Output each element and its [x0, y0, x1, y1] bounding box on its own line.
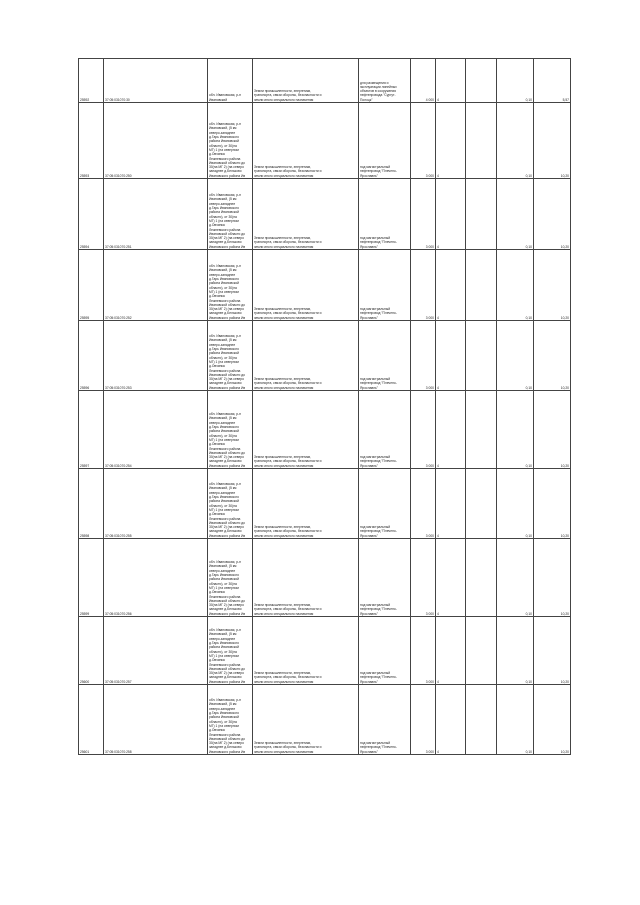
- cell-x: [466, 617, 497, 685]
- cell-x: [466, 539, 497, 617]
- cell-unit: 4: [436, 321, 466, 391]
- cell-x: [466, 59, 497, 103]
- cell-purpose: под магистральный нефтепровод "Плечено- Ярославль": [359, 321, 411, 391]
- cell-value: 10,20: [534, 469, 571, 539]
- table-row: [79, 103, 571, 179]
- cell-purpose: под магистральный нефтепровод "Плечено- Ярославль": [359, 539, 411, 617]
- cell-value: 10,20: [534, 179, 571, 250]
- cell-area: 3 000: [411, 539, 436, 617]
- cell-cadastral: 37:05:031070:251: [104, 179, 208, 250]
- table-row: [79, 539, 571, 617]
- cell-address: обл. Ивановская, р-н Ивановский, (5 км северо-западнее д.Гарь Ивановского района Ивановской области), от 30(на МГ) 1 (на северном д.Овчинка Лежневского района Ивановской области до 30(на МГ 2) (на северо западнее д.Бельково Ивановского района Ив: [208, 103, 253, 179]
- table-row: [79, 250, 571, 321]
- cell-purpose: под магистральный нефтепровод "Плечено- Ярославль": [359, 103, 411, 179]
- cell-cadastral: 37:05:031070:254: [104, 391, 208, 469]
- cell-unit: 4: [436, 539, 466, 617]
- cell-num: 25599: [79, 539, 104, 617]
- cell-cadastral: 37:05:031070:256: [104, 539, 208, 617]
- cell-usage: Земли промышленности, энергетики, транспорта, связи обороны, безопасности и земли иного специального назначения: [253, 103, 359, 179]
- cell-purpose: под магистральный нефтепровод "Плечено- Ярославль": [359, 469, 411, 539]
- cell-value: 10,20: [534, 103, 571, 179]
- cell-usage: Земли промышленности, энергетики, транспорта, связи обороны, безопасности и земли иного специального назначения: [253, 250, 359, 321]
- cell-percent: 0,10: [497, 103, 534, 179]
- cell-cadastral: 37:05:031070:255: [104, 469, 208, 539]
- cell-address: обл. Ивановская, р-н Ивановский, (5 км северо-западнее д.Гарь Ивановского района Ивановской области), от 30(на МГ) 1 (на северном д.Овчинка Лежневского района Ивановской области до 30(на МГ 2) (на северо западнее д.Бельково Ивановского района Ив: [208, 179, 253, 250]
- cell-num: 25600: [79, 617, 104, 685]
- cell-purpose: под магистральный нефтепровод "Плечено- Ярославль": [359, 685, 411, 755]
- cell-area: 3 000: [411, 391, 436, 469]
- cell-address: обл. Ивановская, р-н Ивановский, (5 км северо-западнее д.Гарь Ивановского района Ивановской области), от 30(на МГ) 1 (на северном д.Овчинка Лежневского района Ивановской области до 30(на МГ 2) (на северо западнее д.Бельково Ивановского района Ив: [208, 539, 253, 617]
- cell-x: [466, 250, 497, 321]
- table-body: [79, 59, 571, 755]
- cell-percent: 0,10: [497, 179, 534, 250]
- cell-area: 3 000: [411, 685, 436, 755]
- cell-purpose: под магистральный нефтепровод "Плечено- Ярославль": [359, 391, 411, 469]
- cell-num: 25598: [79, 469, 104, 539]
- cell-purpose: под магистральный нефтепровод "Плечено- Ярославль": [359, 179, 411, 250]
- cell-usage: Земли промышленности, энергетики, транспорта, связи обороны, безопасности и земли иного специального назначения: [253, 321, 359, 391]
- cell-x: [466, 391, 497, 469]
- cell-area: 3 000: [411, 469, 436, 539]
- cell-num: 25594: [79, 179, 104, 250]
- cell-value: 5,57: [534, 59, 571, 103]
- cell-address: обл. Ивановская, р-н Ивановский, (5 км северо-западнее д.Гарь Ивановского района Ивановской области), от 30(на МГ) 1 (на северном д.Овчинка Лежневского района Ивановской области до 30(на МГ 2) (на северо западнее д.Бельково Ивановского района Ив: [208, 250, 253, 321]
- cell-purpose: для размещения и эксплуатации линейных объектов в сооружения нефтепровода "Сургут- Полоцк": [359, 59, 411, 103]
- cell-value: 10,20: [534, 391, 571, 469]
- land-plots-table: [78, 58, 571, 755]
- cell-area: 3 000: [411, 250, 436, 321]
- cell-usage: Земли промышленности, энергетики, транспорта, связи обороны, безопасности и земли иного специального назначения: [253, 539, 359, 617]
- cell-unit: 4: [436, 103, 466, 179]
- table-row: [79, 685, 571, 755]
- cell-purpose: под магистральный нефтепровод "Плечено- Ярославль": [359, 617, 411, 685]
- cell-percent: 0,10: [497, 59, 534, 103]
- cell-percent: 0,10: [497, 617, 534, 685]
- cell-x: [466, 179, 497, 250]
- cell-x: [466, 103, 497, 179]
- cell-x: [466, 685, 497, 755]
- cell-usage: Земли промышленности, энергетики, транспорта, связи обороны, безопасности и земли иного специального назначения: [253, 685, 359, 755]
- cell-area: 4 000: [411, 59, 436, 103]
- cell-area: 3 000: [411, 321, 436, 391]
- cell-cadastral: 37:05:031070:250: [104, 103, 208, 179]
- cell-cadastral: 37:05:031070:253: [104, 321, 208, 391]
- cell-address: обл. Ивановская, р-н Ивановский, (5 км северо-западнее д.Гарь Ивановского района Ивановской области), от 30(на МГ) 1 (на северном д.Овчинка Лежневского района Ивановской области до 30(на МГ 2) (на северо западнее д.Бельково Ивановского района Ив: [208, 469, 253, 539]
- cell-area: 3 000: [411, 617, 436, 685]
- table-row: [79, 321, 571, 391]
- cell-unit: 4: [436, 391, 466, 469]
- cell-unit: 4: [436, 59, 466, 103]
- cell-value: 10,20: [534, 617, 571, 685]
- table-row: [79, 617, 571, 685]
- cell-unit: 4: [436, 250, 466, 321]
- cell-percent: 0,10: [497, 391, 534, 469]
- cell-unit: 4: [436, 617, 466, 685]
- cell-percent: 0,10: [497, 321, 534, 391]
- cell-area: 3 000: [411, 103, 436, 179]
- cell-address: обл. Ивановская, р-н Ивановский: [208, 59, 253, 103]
- cell-value: 10,20: [534, 685, 571, 755]
- cell-unit: 4: [436, 685, 466, 755]
- cell-usage: Земли промышленности, энергетики, транспорта, связи обороны, безопасности и земли иного специального назначения: [253, 391, 359, 469]
- table-row: [79, 391, 571, 469]
- cell-value: 10,20: [534, 539, 571, 617]
- cell-address: обл. Ивановская, р-н Ивановский, (5 км северо-западнее д.Гарь Ивановского района Ивановской области), от 30(на МГ) 1 (на северном д.Овчинка Лежневского района Ивановской области до 30(на МГ 2) (на северо западнее д.Бельково Ивановского района Ив: [208, 617, 253, 685]
- cell-percent: 0,10: [497, 469, 534, 539]
- cell-percent: 0,10: [497, 685, 534, 755]
- cell-num: 25601: [79, 685, 104, 755]
- cell-value: 10,20: [534, 250, 571, 321]
- cell-usage: Земли промышленности, энергетики, транспорта, связи обороны, безопасности и земли иного специального назначения: [253, 469, 359, 539]
- cell-unit: 4: [436, 179, 466, 250]
- cell-usage: Земли промышленности, энергетики, транспорта, связи обороны, безопасности и земли иного специального назначения: [253, 617, 359, 685]
- cell-address: обл. Ивановская, р-н Ивановский, (5 км северо-западнее д.Гарь Ивановского района Ивановской области), от 30(на МГ) 1 (на северном д.Овчинка Лежневского района Ивановской области до 30(на МГ 2) (на северо западнее д.Бельково Ивановского района Ив: [208, 321, 253, 391]
- cell-num: 25592: [79, 59, 104, 103]
- cell-value: 10,20: [534, 321, 571, 391]
- cell-usage: Земли промышленности, энергетики, транспорта, связи обороны, безопасности и земли иного специального назначения: [253, 179, 359, 250]
- cell-num: 25595: [79, 250, 104, 321]
- cell-cadastral: 37:05:031070:258: [104, 685, 208, 755]
- table-row: [79, 469, 571, 539]
- cell-num: 25593: [79, 103, 104, 179]
- cell-percent: 0,10: [497, 250, 534, 321]
- cell-area: 3 000: [411, 179, 436, 250]
- cell-percent: 0,10: [497, 539, 534, 617]
- cell-cadastral: 37:05:031070:30: [104, 59, 208, 103]
- cell-num: 25597: [79, 391, 104, 469]
- table-row: [79, 59, 571, 103]
- cell-x: [466, 321, 497, 391]
- cell-usage: Земли промышленности, энергетики, транспорта, связи обороны, безопасности и земли иного специального назначения: [253, 59, 359, 103]
- cell-address: обл. Ивановская, р-н Ивановский, (5 км северо-западнее д.Гарь Ивановского района Ивановской области), от 30(на МГ) 1 (на северном д.Овчинка Лежневского района Ивановской области до 30(на МГ 2) (на северо западнее д.Бельково Ивановского района Ив: [208, 685, 253, 755]
- table-row: [79, 179, 571, 250]
- cell-x: [466, 469, 497, 539]
- cell-address: обл. Ивановская, р-н Ивановский, (5 км северо-западнее д.Гарь Ивановского района Ивановской области), от 30(на МГ) 1 (на северном д.Овчинка Лежневского района Ивановской области до 30(на МГ 2) (на северо западнее д.Бельково Ивановского района Ив: [208, 391, 253, 469]
- cell-cadastral: 37:05:031070:257: [104, 617, 208, 685]
- cell-purpose: под магистральный нефтепровод "Плечено- Ярославль": [359, 250, 411, 321]
- cell-num: 25596: [79, 321, 104, 391]
- cell-cadastral: 37:05:031070:252: [104, 250, 208, 321]
- cell-unit: 4: [436, 469, 466, 539]
